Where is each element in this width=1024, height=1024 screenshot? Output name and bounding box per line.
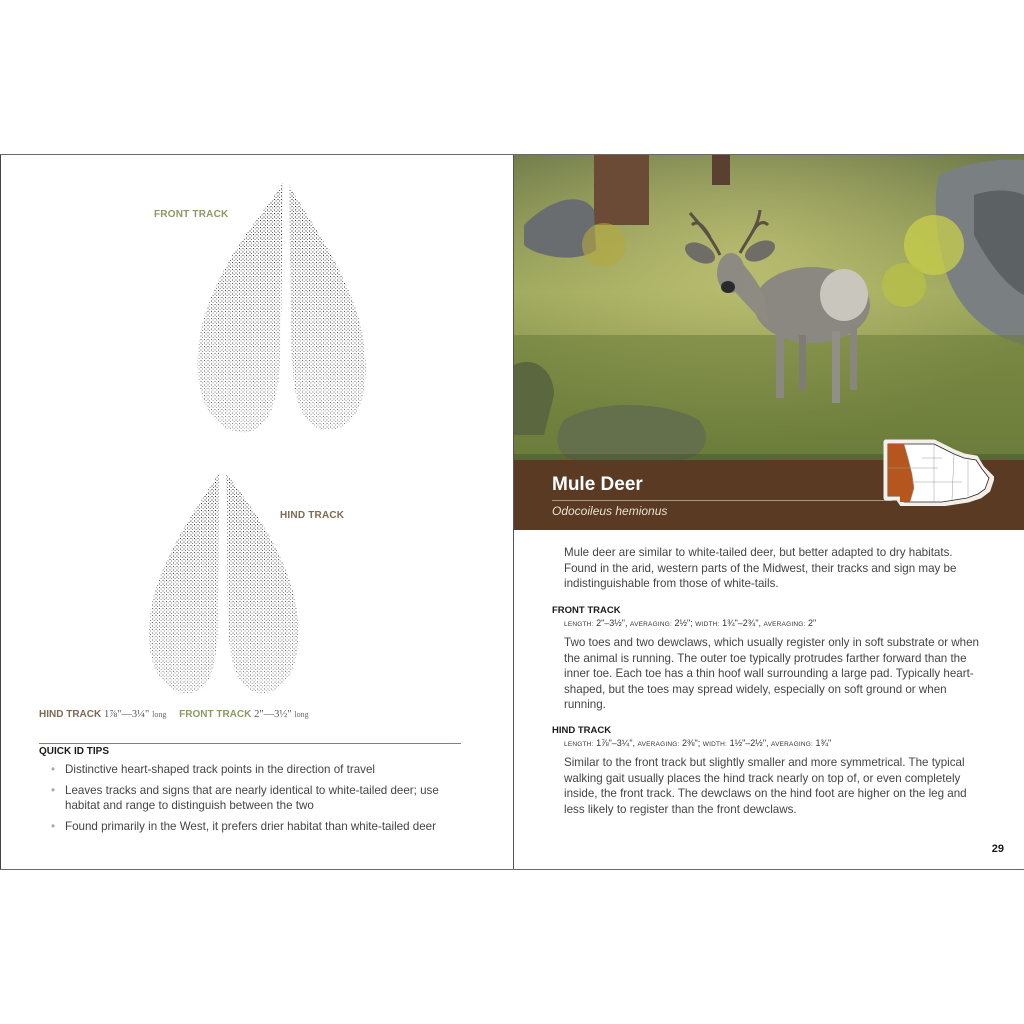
length-avg-value: 2⅜": [682, 738, 698, 748]
front-track-description: Two toes and two dewclaws, which usually register only in soft substrate or when the animal is running. The outer toe typically protrudes farther forward than the inner toe. Each toe has a thin hoof wall surrounding a large pad. Typically heart-shaped, but the toes may spread widely, especially on soft ground or when running.: [564, 636, 979, 711]
length-value: 1⅞"–3¼": [596, 738, 633, 748]
front-track-label: FRONT TRACK: [154, 209, 229, 220]
front-size-measure: 2"—3½": [254, 709, 292, 720]
species-intro: Mule deer are similar to white-tailed deer, but better adapted to dry habitats. Found in the arid, western parts of the Midwest, their tracks and sign may be indistinguishable from those of white-tails.: [564, 546, 957, 590]
hind-size-measure: 1⅞"—3¼": [104, 709, 150, 720]
quick-id-divider: [39, 743, 461, 744]
width-avg-label: AVERAGING:: [771, 741, 814, 748]
length-avg-value: 2½": [674, 618, 691, 628]
track-size-summary: [39, 709, 309, 720]
width-value: 1½"–2½": [729, 738, 767, 748]
quick-id-tip: [51, 783, 461, 814]
width-avg-label: AVERAGING:: [763, 621, 806, 628]
hind-track-measurements: LENGTH: 1⅞"–3¼", AVERAGING: 2⅜"; WIDTH: 1½"–2½", AVERAGING: 1¾": [564, 738, 832, 748]
width-label: WIDTH:: [695, 621, 720, 628]
front-size-label: FRONT TRACK: [179, 709, 252, 720]
width-avg-value: 2": [808, 618, 817, 628]
tip-text: Distinctive heart-shaped track points in the direction of travel: [65, 763, 375, 776]
hind-track-label: HIND TRACK: [280, 510, 345, 521]
range-map-icon: [882, 438, 994, 506]
width-value: 1¾"–2¾": [722, 618, 759, 628]
length-avg-label: AVERAGING:: [637, 741, 680, 748]
front-size-unit: long: [294, 710, 309, 719]
banner-divider: [552, 500, 892, 501]
hind-track-description: Similar to the front track but slightly smaller and more symmetrical. The typical walking gait usually places the hind track nearly on top of, or even completely inside, the front track. The dewclaws on the hind foot are higher on the leg and less likely to register than the front dewclaws.: [564, 756, 967, 816]
length-label: LENGTH:: [564, 741, 594, 748]
bullet-icon: •: [51, 819, 56, 833]
quick-id-list: [51, 762, 461, 839]
tip-text: Found primarily in the West, it prefers drier habitat than white-tailed deer: [65, 819, 436, 833]
quick-id-tip: [51, 762, 461, 778]
hind-size-label: HIND TRACK: [39, 709, 102, 720]
hind-track-heading: HIND TRACK: [552, 725, 612, 736]
quick-id-tip: [51, 819, 461, 835]
quick-id-title: QUICK ID TIPS: [39, 746, 110, 757]
book-spread: [0, 154, 1024, 870]
width-avg-value: 1¾": [815, 738, 832, 748]
page-number: 29: [991, 843, 1004, 855]
length-avg-label: AVERAGING:: [630, 621, 673, 628]
front-track-heading: FRONT TRACK: [552, 605, 621, 616]
hind-size-unit: long: [152, 710, 167, 719]
bullet-icon: •: [51, 763, 56, 776]
tip-text: Leaves tracks and signs that are nearly identical to white-tailed deer; use habitat and range to distinguish between the two: [65, 783, 439, 812]
right-page: [513, 155, 1024, 869]
left-page: [1, 155, 512, 869]
length-value: 2"–3½": [596, 618, 626, 628]
hind-track-illustration: [141, 471, 311, 697]
mule-deer-photo: [514, 155, 1024, 460]
length-label: LENGTH:: [564, 621, 594, 628]
species-common-name: Mule Deer: [552, 474, 643, 495]
species-banner: [514, 460, 1024, 530]
species-scientific-name: Odocoileus hemionus: [552, 504, 668, 518]
bullet-icon: •: [51, 783, 56, 797]
width-label: WIDTH:: [702, 741, 728, 748]
front-track-measurements: LENGTH: 2"–3½", AVERAGING: 2½"; WIDTH: 1¾"–2¾", AVERAGING: 2": [564, 618, 817, 628]
